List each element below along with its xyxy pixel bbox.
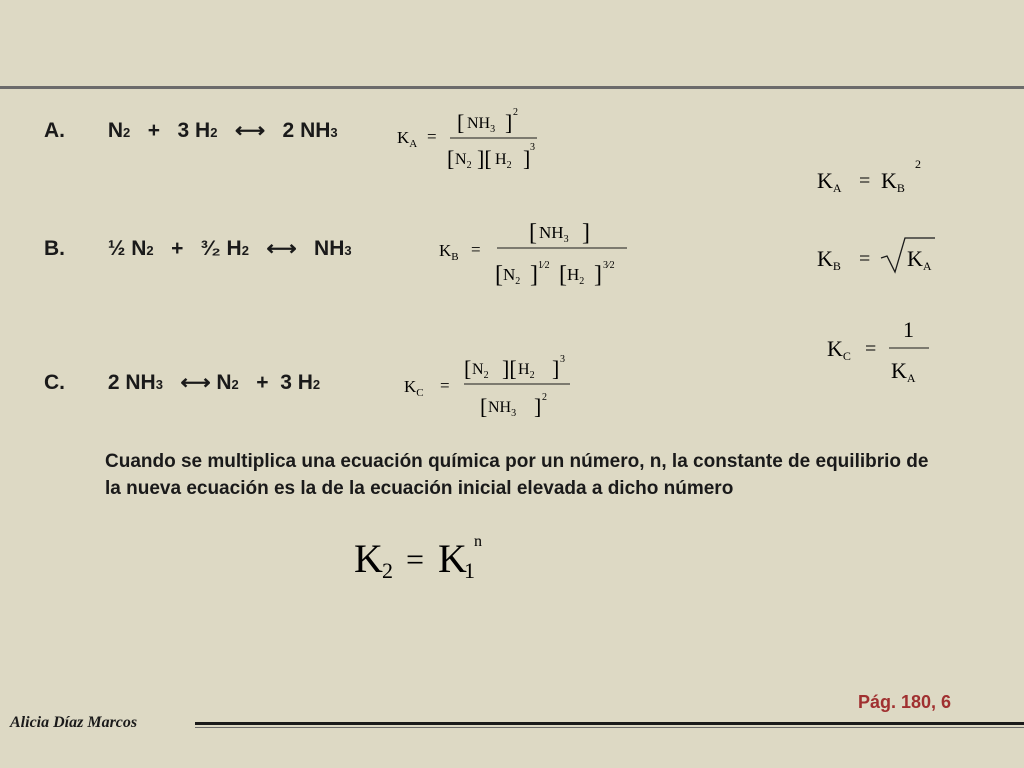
svg-text:][: ][ xyxy=(477,146,492,171)
svg-text:K: K xyxy=(354,536,383,581)
svg-text:N2: $N_2$ xyxy=(455,151,472,171)
reaction-a-equation: N2 + 3 H2 ⟷ 2 NH3 xyxy=(107,119,338,142)
svg-text:=: = xyxy=(440,376,450,395)
svg-text:KC: KC xyxy=(827,336,851,363)
svg-text:KB: KB xyxy=(881,168,905,195)
svg-text:2: 2 xyxy=(915,157,921,171)
svg-text:=: = xyxy=(471,240,481,259)
svg-text:=: = xyxy=(427,127,437,146)
reaction-b-label: B. xyxy=(44,237,65,260)
svg-text:N2: $N_2$ xyxy=(472,361,489,381)
svg-text:1: 1 xyxy=(464,558,475,583)
svg-text:=: = xyxy=(406,541,425,577)
svg-text:[: [ xyxy=(559,262,567,288)
svg-text:K: K xyxy=(438,536,467,581)
svg-text:KB: $K_B$ xyxy=(439,241,459,263)
reaction-c-label: C. xyxy=(44,371,65,394)
reaction-a xyxy=(44,118,338,143)
svg-text:][: ][ xyxy=(502,356,517,381)
svg-text:]: ] xyxy=(505,110,513,135)
svg-text:KA: KA xyxy=(817,168,842,195)
page-reference: Pág. 180, 6 xyxy=(858,692,952,712)
bottom-divider xyxy=(195,722,1024,725)
bottom-divider-thin xyxy=(195,727,1024,728)
relation-kc xyxy=(825,310,935,390)
svg-text:H2: $H_2$ xyxy=(518,361,535,381)
svg-text:KA: $K_A$ xyxy=(397,128,418,150)
svg-text:H2: $H_2$ xyxy=(567,265,585,287)
svg-text:3: 3 xyxy=(560,354,565,365)
formula-ka xyxy=(395,100,555,180)
svg-text:[: [ xyxy=(480,394,488,419)
svg-text:2: 2 xyxy=(382,558,393,583)
svg-text:KB: KB xyxy=(817,246,841,273)
svg-text:[: [ xyxy=(447,146,455,171)
svg-text:2: 2 xyxy=(513,107,518,118)
reaction-a-label: A. xyxy=(44,119,65,142)
reaction-c-equation: 2 NH3 ⟷ N2 + 3 H2 xyxy=(107,371,321,394)
svg-text:NH3: $NH_3$ xyxy=(539,223,569,245)
svg-text:1: 1 xyxy=(903,317,914,342)
svg-text:]: ] xyxy=(594,262,602,288)
formula-kc xyxy=(402,348,582,428)
relation-kb-sqrt xyxy=(815,228,945,278)
svg-text:KA: KA xyxy=(891,358,916,385)
formula-kb xyxy=(437,210,637,295)
svg-text:H2: $H_2$ xyxy=(495,151,512,171)
svg-text:=: = xyxy=(859,248,871,270)
reaction-b-equation: ½ N2 + ³⁄₂ H2 ⟷ NH3 xyxy=(107,237,352,260)
svg-text:3: 3 xyxy=(530,142,535,153)
svg-text:[: [ xyxy=(457,110,465,135)
relation-ka-kb xyxy=(815,150,935,200)
svg-text:]: ] xyxy=(582,220,590,246)
explanation-paragraph: Cuando se multiplica una ecuación química por un número, n, la constante de equilibrio de la nueva ecuación es la de la ecuación inicial elevada a dicho número xyxy=(105,451,929,499)
svg-text:[: [ xyxy=(464,356,472,381)
reaction-c xyxy=(44,370,320,395)
reaction-b xyxy=(44,236,352,261)
author-name: Alicia Díaz Marcos xyxy=(10,714,138,731)
svg-text:1⁄2: 1⁄2 xyxy=(538,260,550,271)
formula-k2-k1n xyxy=(352,528,512,588)
top-divider xyxy=(0,86,1024,89)
svg-text:]: ] xyxy=(534,394,542,419)
svg-text:NH3: $NH_3$ xyxy=(467,115,496,135)
svg-text:KA: KA xyxy=(907,246,932,273)
svg-text:KC: $K_C$ xyxy=(404,377,424,399)
svg-text:]: ] xyxy=(530,262,538,288)
svg-text:]: ] xyxy=(523,146,531,171)
svg-text:n: n xyxy=(474,533,482,550)
svg-text:NH3: $NH_3$ xyxy=(488,399,517,419)
svg-text:=: = xyxy=(859,170,871,192)
svg-text:N2: $N_2$ xyxy=(503,265,521,287)
svg-text:2: 2 xyxy=(542,392,547,403)
svg-text:3⁄2: 3⁄2 xyxy=(603,260,615,271)
svg-text:=: = xyxy=(865,338,877,360)
svg-text:[: [ xyxy=(529,220,537,246)
svg-text:]: ] xyxy=(552,356,560,381)
svg-text:[: [ xyxy=(495,262,503,288)
